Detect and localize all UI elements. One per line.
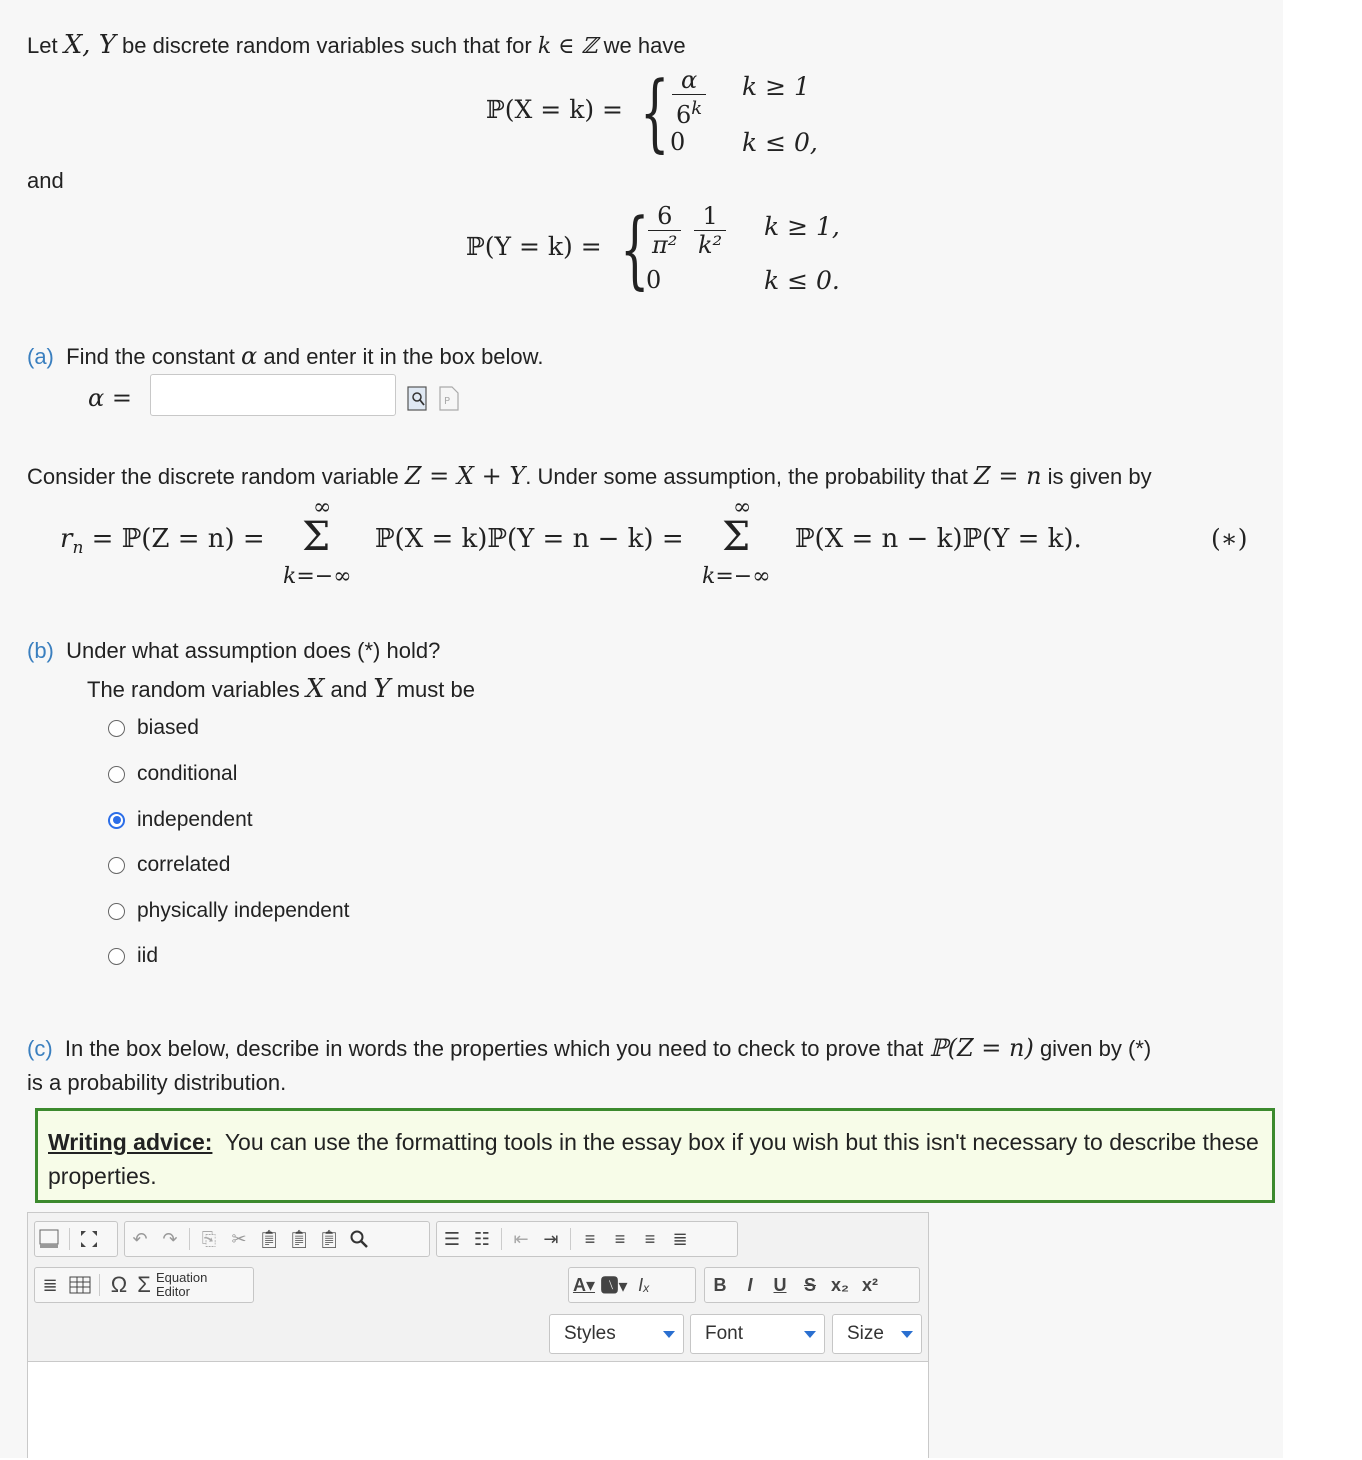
- option-label: conditional: [137, 762, 238, 785]
- part-b-label: (b): [27, 638, 54, 663]
- advice-body: You can use the formatting tools in the essay box if you wish but this isn't necessary to describe these properties.: [48, 1129, 1259, 1189]
- bold-icon[interactable]: B: [713, 1274, 727, 1295]
- part-c-eq: ℙ(Z = n): [929, 1034, 1034, 1062]
- py-case1-condition: k ≥ 1,: [764, 212, 840, 241]
- rn-eq1: = ℙ(Z = n) =: [91, 524, 265, 554]
- chevron-down-icon: [804, 1331, 816, 1338]
- special-char-icon[interactable]: Ω: [110, 1272, 128, 1297]
- paste-text-icon[interactable]: 📋︎: [287, 1228, 311, 1249]
- py-fraction-1: [648, 202, 681, 259]
- toolbar-group-insert: [34, 1267, 254, 1303]
- option-physically-independent[interactable]: [108, 897, 349, 925]
- alpha-field-label: α =: [88, 384, 132, 412]
- py-lhs: ℙ(Y = k) =: [466, 232, 602, 261]
- part-c-question: [27, 1034, 1151, 1062]
- and-word: and: [27, 168, 64, 193]
- outdent-icon[interactable]: ⇤: [513, 1228, 529, 1249]
- redo-icon[interactable]: ↷: [162, 1228, 178, 1249]
- sum2-sigma: Σ: [722, 514, 751, 560]
- font-dropdown[interactable]: [690, 1314, 825, 1354]
- part-c-text2: given by (*): [1039, 1036, 1152, 1061]
- align-center-icon[interactable]: ≡: [614, 1228, 626, 1249]
- styles-label: Styles: [564, 1323, 616, 1344]
- option-label: correlated: [137, 853, 231, 876]
- sum2-top: ∞: [733, 495, 752, 520]
- intro-suffix: we have: [603, 33, 686, 58]
- toolbar-group-paragraph: [436, 1221, 738, 1257]
- font-label: Font: [705, 1323, 744, 1344]
- py-case2-condition: k ≤ 0.: [764, 266, 840, 295]
- styles-dropdown[interactable]: [549, 1314, 684, 1354]
- toolbar-group-source: [34, 1221, 118, 1257]
- lead-y: Y: [373, 674, 391, 704]
- px-frac-numerator: α: [672, 66, 706, 95]
- syntax-help-icon[interactable]: [438, 384, 460, 418]
- rn-term1: ℙ(X = k)ℙ(Y = n − k) =: [375, 524, 684, 554]
- undo-icon[interactable]: ↶: [132, 1228, 148, 1249]
- intro-prefix: Let: [27, 33, 58, 58]
- part-c-label: (c): [27, 1036, 53, 1061]
- toolbar-group-clipboard: [124, 1221, 430, 1257]
- toolbar-group-color: [568, 1267, 696, 1303]
- consider-text2: . Under some assumption, the probability that: [525, 464, 968, 489]
- intro-condition: k ∈ ℤ: [537, 34, 598, 59]
- py-case2-value: 0: [646, 266, 662, 294]
- underline-icon[interactable]: U: [773, 1274, 787, 1295]
- radio-biased[interactable]: [108, 720, 125, 737]
- option-iid[interactable]: [108, 942, 158, 970]
- px-brace: {: [640, 63, 670, 161]
- lead-x: X: [305, 674, 325, 704]
- radio-independent[interactable]: [108, 812, 125, 829]
- equation-line1: Equation: [156, 1270, 208, 1285]
- writing-advice-box: [35, 1108, 1275, 1203]
- size-dropdown[interactable]: [832, 1314, 922, 1354]
- py-fraction-2: [694, 202, 726, 259]
- text-color-icon[interactable]: A▾: [572, 1274, 596, 1295]
- option-biased[interactable]: [108, 714, 199, 742]
- py-frac1-denominator: π²: [652, 231, 678, 259]
- part-a-label: (a): [27, 344, 54, 369]
- advice-title: Writing advice:: [48, 1129, 213, 1155]
- radio-iid[interactable]: [108, 948, 125, 965]
- radio-correlated[interactable]: [108, 857, 125, 874]
- px-case2-value: 0: [670, 128, 686, 156]
- consider-line: [27, 462, 1152, 490]
- align-left-icon[interactable]: ≡: [584, 1228, 596, 1249]
- sum1-bottom: k=−∞: [283, 564, 352, 589]
- px-case2-condition: k ≤ 0,: [742, 128, 818, 157]
- part-c-text3: is a probability distribution.: [27, 1070, 287, 1095]
- find-icon[interactable]: [344, 1224, 374, 1254]
- italic-icon[interactable]: I: [747, 1274, 753, 1295]
- table-icon[interactable]: [65, 1270, 95, 1300]
- indent-icon[interactable]: ⇥: [543, 1228, 559, 1249]
- rn-term2: ℙ(X = n − k)ℙ(Y = k).: [795, 524, 1082, 554]
- py-frac2-numerator: 1: [694, 202, 726, 231]
- consider-eq2: Z = n: [974, 462, 1042, 490]
- part-b-question: [27, 638, 440, 664]
- subscript-icon[interactable]: x₂: [830, 1274, 849, 1295]
- consider-eq: Z = X + Y: [404, 462, 526, 490]
- paste-word-icon[interactable]: 📋︎: [317, 1228, 341, 1249]
- option-label: physically independent: [137, 899, 350, 922]
- horizontal-rule-icon[interactable]: ≣: [42, 1274, 58, 1295]
- intro-line: [27, 30, 686, 60]
- sum1-sigma: Σ: [302, 514, 331, 560]
- bg-color-icon[interactable]: 🅰︎▾: [600, 1276, 628, 1296]
- part-a-question: [27, 342, 543, 370]
- remove-format-icon[interactable]: Iₓ: [638, 1274, 650, 1295]
- px-frac-denominator: 6: [676, 101, 692, 129]
- essay-text-area[interactable]: [28, 1361, 928, 1460]
- rn-symbol: r: [60, 524, 73, 554]
- option-correlated[interactable]: [108, 851, 230, 879]
- consider-text3: is given by: [1047, 464, 1152, 489]
- px-case1-condition: k ≥ 1: [742, 72, 810, 101]
- bulleted-list-icon[interactable]: ☷: [473, 1228, 491, 1249]
- equation-editor-button[interactable]: [156, 1271, 207, 1299]
- py-frac1-numerator: 6: [648, 202, 681, 231]
- cut-icon[interactable]: ✂: [231, 1228, 247, 1249]
- radio-conditional[interactable]: [108, 766, 125, 783]
- sum2-bottom: k=−∞: [702, 564, 771, 589]
- px-fraction: [672, 66, 706, 129]
- sum1-top: ∞: [313, 495, 332, 520]
- equation-sigma-icon[interactable]: Σ: [137, 1272, 151, 1297]
- source-icon[interactable]: [35, 1224, 65, 1254]
- paste-icon[interactable]: 📋︎: [257, 1228, 281, 1249]
- chevron-down-icon: [901, 1331, 913, 1338]
- strikethrough-icon[interactable]: S: [803, 1274, 816, 1295]
- lead-suffix: must be: [396, 677, 475, 702]
- part-a-symbol: α: [241, 342, 258, 370]
- option-label: iid: [137, 944, 159, 967]
- py-frac2-denominator: k²: [698, 231, 723, 259]
- rn-tag: (∗): [1211, 524, 1248, 553]
- equation-line2: Editor: [156, 1284, 190, 1299]
- consider-text1: Consider the discrete random variable: [27, 464, 399, 489]
- px-frac-exponent: k: [691, 98, 703, 119]
- option-conditional[interactable]: [108, 760, 237, 788]
- part-b-question-text: Under what assumption does (*) hold?: [66, 638, 441, 663]
- lead-and: and: [330, 677, 368, 702]
- option-label: independent: [137, 808, 253, 831]
- chevron-down-icon: [663, 1331, 675, 1338]
- alpha-input[interactable]: [150, 374, 396, 416]
- option-label: biased: [137, 716, 199, 739]
- intro-middle: be discrete random variables such that for: [122, 33, 532, 58]
- justify-icon[interactable]: ≣: [672, 1228, 688, 1249]
- intro-vars: X, Y: [63, 30, 116, 60]
- part-b-lead: [87, 674, 475, 704]
- part-a-text-before: Find the constant: [66, 344, 235, 369]
- numbered-list-icon[interactable]: ☰: [443, 1228, 461, 1249]
- part-c-text1: In the box below, describe in words the properties which you need to check to prove that: [64, 1036, 924, 1061]
- svg-text:P: P: [444, 396, 451, 407]
- maximize-icon[interactable]: [74, 1224, 104, 1254]
- preview-icon[interactable]: [407, 384, 429, 418]
- px-lhs: ℙ(X = k) =: [486, 95, 623, 124]
- py-brace: {: [620, 200, 650, 298]
- lead-prefix: The random variables: [87, 677, 300, 702]
- align-right-icon[interactable]: ≡: [644, 1228, 656, 1249]
- superscript-icon[interactable]: x²: [861, 1274, 878, 1295]
- radio-physically-independent[interactable]: [108, 903, 125, 920]
- rn-subscript: n: [72, 538, 84, 559]
- copy-icon[interactable]: ⎘: [201, 1228, 217, 1249]
- part-a-text-after: and enter it in the box below.: [263, 344, 544, 369]
- option-independent[interactable]: [108, 806, 253, 834]
- size-label: Size: [847, 1323, 884, 1344]
- rn-formula-lhs: [60, 524, 265, 558]
- toolbar-group-style: [704, 1267, 920, 1303]
